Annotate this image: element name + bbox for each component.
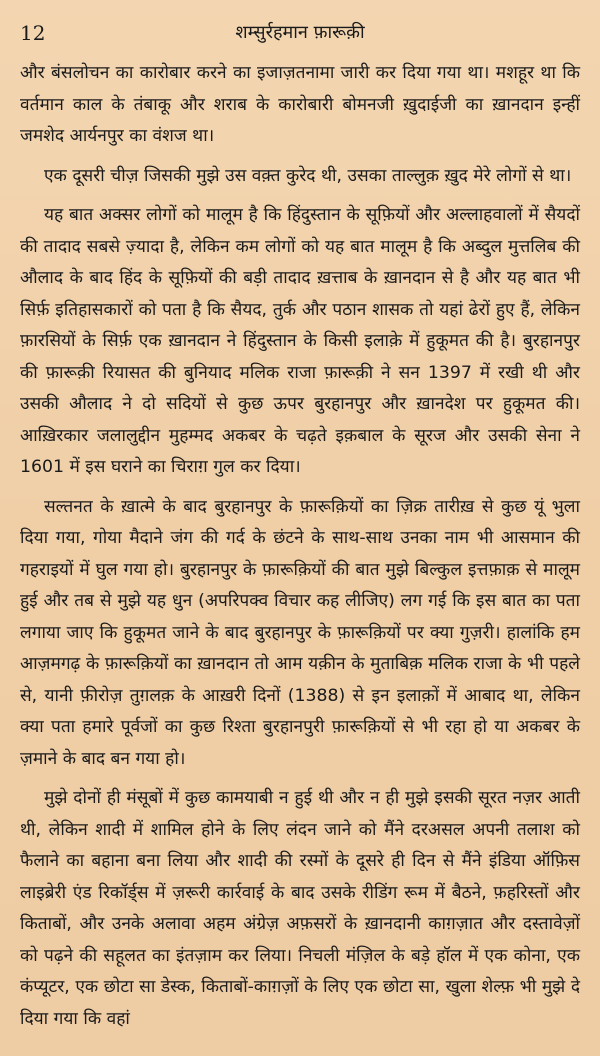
page-number: 12 [20, 21, 46, 45]
paragraph-4: सल्तनत के ख़ात्मे के बाद बुरहानपुर के फ़ारूक़ियों का ज़िक्र तारीख़ से कुछ यूं भुला दिया गया, गोया मैदाने जंग की गर्द के छंटने के साथ-साथ उनका नाम भी आसमान की गहराइयों में घुल गया हो। बुरहानपुर के फ़ारूक़ियों की बात मुझे बिल्कुल इत्तफ़ाक़ से मालूम हुई और तब से मुझे यह धुन (अपरिपक्व विचार कह लीजिए) लग गई कि इस बात का पता लगाया जाए कि हुकूमत जाने के बाद बुरहानपुर के फ़ारूक़ियों पर क्या गुज़री। हालांकि हम आज़मगढ़ के फ़ारूक़ियों का ख़ानदान तो आम यक़ीन के मुताबिक़ मलिक राजा के भी पहले से, यानी फ़ीरोज़ तुग़लक़ के आख़री दिनों (1388) से इन इलाक़ों में आबाद था, लेकिन क्या पता हमारे पूर्वजों का कुछ रिश्ता बुरहानपुरी फ़ारूक़ियों से भी रहा हो या अकबर के ज़माने के बाद बन गया हो। [20, 496, 580, 769]
page-header [20, 18, 580, 48]
paragraph-5: मुझे दोनों ही मंसूबों में कुछ कामयाबी न हुई थी और न ही मुझे इसकी सूरत नज़र आती थी, लेकिन शादी में शामिल होने के लिए लंदन जाने को मैंने दरअसल अपनी तलाश को फैलाने का बहाना बना लिया और शादी की रस्मों के दूसरे ही दिन से मैंने इंडिया ऑफ़िस लाइब्रेरी एंड रिकॉर्ड्स में ज़रूरी कार्रवाई के बाद उसके रीडिंग रूम में बैठने, फ़हरिस्तों और किताबों, और उनके अलावा अहम अंग्रेज़ अफ़सरों के ख़ानदानी काग़ज़ात और दस्तावेज़ों को पढ़ने की सहूलत का इंतज़ाम कर लिया। निचली मंज़िल के बड़े हॉल में एक कोना, एक कंप्यूटर, एक छोटा सा डेस्क, किताबों-काग़ज़ों के लिए एक छोटा सा, खुला शेल्फ़ भी मुझे दे दिया गया कि वहां [20, 788, 580, 1029]
body-text [20, 58, 580, 1043]
paragraph-3: यह बात अक्सर लोगों को मालूम है कि हिंदुस्तान के सूफ़ियों और अल्लाहवालों में सैयदों की तादाद सबसे ज़्यादा है, लेकिन कम लोगों को यह बात मालूम है कि अब्दुल मुत्तलिब की औलाद के बाद हिंद के सूफ़ियों की बड़ी तादाद ख़त्ताब के ख़ानदान से है और यह बात भी सिर्फ़ इतिहासकारों को पता है कि सैयद, तुर्क और पठान शासक तो यहां ढेरों हुए हैं, लेकिन फ़ारसियों के सिर्फ़ एक ख़ानदान ने हिंदुस्तान के किसी इलाक़े में हुकूमत की है। बुरहानपुर की फ़ारूक़ी रियासत की बुनियाद मलिक राजा फ़ारूक़ी ने सन 1397 में रखी थी और उसकी औलाद ने दो सदियों से कुछ ऊपर बुरहानपुर और ख़ानदेश पर हुकूमत की। आख़िरकार जलालुद्दीन मुहम्मद अकबर के चढ़ते इक़बाल के सूरज और उसकी सेना ने 1601 में इस घराने का चिराग़ गुल कर दिया। [20, 205, 580, 477]
paragraph-1-continued: और बंसलोचन का कारोबार करने का इजाज़तनामा जारी कर दिया गया था। मशहूर था कि वर्तमान काल के तंबाकू और शराब के कारोबारी बोमनजी ख़ुदाईजी का ख़ानदान इन्हीं जमशेद आर्यनपुर का वंशज था। [20, 63, 580, 146]
running-head-author: शम्सुर्रहमान फ़ारूक़ी [235, 22, 365, 43]
paragraph-2: एक दूसरी चीज़ जिसकी मुझे उस वक़्त कुरेद थी, उसका ताल्लुक़ ख़ुद मेरे लोगों से था। [44, 165, 572, 186]
